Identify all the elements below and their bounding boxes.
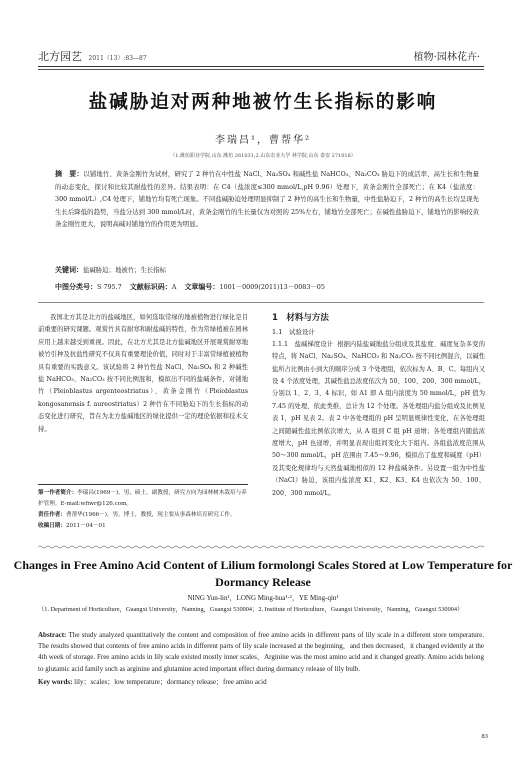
section-label: 植物·园林花卉· [413, 52, 480, 63]
english-keywords-text: lily；scales；low temperature；dormancy release；free amino acid [74, 678, 267, 686]
article-affiliation: （1.潍坊职业学院,山东 潍坊 261031;2.山东农业大学 林学院,山东 泰安 271018） [170, 153, 356, 159]
header-rule-thick [38, 66, 484, 67]
english-keywords [38, 677, 484, 687]
english-abstract-label: Abstract: [38, 631, 67, 639]
abstract-label: 摘 要： [55, 169, 84, 178]
clc-label: 中图分类号： [55, 282, 97, 291]
journal-header [38, 48, 147, 64]
introduction-text: 我国北方其是北方的盐碱地区，如何选取常绿的地被植物进行绿化是目前重要的研究课题。观赏竹具有耐寒和耐盐碱的特性，作为常绿植被在园林应用上越来越受到重视。因此，在北方尤其是北方盐碱地区开展观赏耐寒地被竹引种及抗盐性研究不仅具有重要理论价值，同时对于丰富常绿植被植物具有重要的实践意义。该试验将 2 种竹性盐 NaCl、Na₂SO₄ 和 2 种碱性盐 NaHCO₃、Na₂CO₃ 按不同比例混和，模拟出不同的盐碱条件，对铺地竹（Pleioblastus argenteostriatus）、黄条金刚竹（Pleioblastus kongosanensis f. aureostriatus）2 种竹在不同胁迫下的生长指标的动态变化进行研究，旨在为北方盐碱地区的绿化提供一定的理论依据和技术支持。 [38, 314, 248, 433]
methods-section [272, 312, 485, 500]
english-keywords-label: Key words: [38, 678, 73, 686]
wavy-separator [38, 545, 484, 549]
doc-value: A [171, 283, 177, 291]
english-affiliation: （1. Department of Horticulture，Guangxi University，Nanning，Guangxi 530004；2. Institute of Horticulture，Guangxi University，Nanning，Guangxi 530004） [38, 606, 464, 613]
methods-paragraph [272, 339, 485, 500]
english-abstract [38, 630, 484, 675]
keywords-cn [55, 265, 479, 275]
article-title: 盐碱胁迫对两种地被竹生长指标的影响 [88, 92, 438, 113]
keywords-text: 盐碱胁迫；地被竹；生长指标 [83, 266, 167, 274]
doc-label: 文献标识码： [129, 282, 172, 291]
abstract-cn [55, 168, 479, 231]
footnotes [38, 488, 248, 532]
journal-issue: 2011（13）:83—87 [88, 55, 147, 62]
methods-subheading: 1.1 试验设计 [272, 328, 315, 337]
footnote-received: 收稿日期：2011－04－01 [38, 523, 106, 529]
page-number: 83 [481, 733, 488, 740]
methods-subsubheading: 1.1.1 盐碱梯度设计 [272, 340, 334, 348]
article-authors: 李瑞昌¹，曹帮华² [214, 135, 312, 146]
abstract-text: 以铺地竹、黄条金刚竹为试材，研究了 2 种竹在中性盐 NaCl、Na₂SO₄ 和碱性盐 NaHCO₃、Na₂CO₃ 胁迫下的成活率、高生长和生物量的动态变化，探讨和比较其耐盐性的差异。结果表明：在 C4（盐浓度≤300 mmol/L,pH 9.96）处理下，黄条金刚竹全部死亡；在 K4（盐浓度：300 mmol/L）,C4 处理下，铺地竹均有死亡现象。不同盐碱胁迫处理明显抑制了 2 种竹的高生长和生物量，中性盐胁迫下，2 种竹的高生长均呈现先生长后降低的趋势，当盐分达到 300 mmol/L时，黄条金刚竹的生长量仅为对照的 25%左右，铺地竹全部死亡；在碱性盐胁迫下，铺地竹的影响较黄条金刚竹更大，说明高碱对铺地竹的作用更为明显。 [55, 170, 479, 229]
header-rule-thin [38, 69, 484, 70]
english-authors: NING Yun-lin¹，LONG Ming-hua¹·²，YE Ming-qin¹ [187, 594, 339, 602]
methods-heading: 1 材料与方法 [272, 313, 329, 323]
english-title: Changes in Free Amino Acid Content of Lilium formolongi Scales Stored at Low Temperature for Dormancy Release [13, 558, 513, 589]
article-id-label: 文章编号： [184, 282, 220, 291]
footnote-author: 第一作者简介：李瑞昌(1969－)，男，硕士，副教授，研究方向为园林树木栽培与养护管理。E-mail:wfiwr@126.com。 [38, 490, 247, 507]
footnote-rule [38, 484, 248, 485]
classification-line [55, 282, 479, 292]
footnote-corresponding: 责任作者：曹帮华(1966－)，男，博士，教授，现主要从事森林培育研究工作。 [38, 512, 236, 518]
keywords-label: 关键词： [55, 265, 83, 274]
methods-text: 根据内陆盐碱地盐分组成及其盐度、碱度复杂多变的特点，将 NaCl、Na₂SO₄、NaHCO₃ 和 Na₂CO₃ 按不同比例混合，以碱性盐所占比例由小到大的顺序分成 3 个处理组，依次标为 A、B、C。每组内又设 4 个浓度处理，其碱性盐总浓度依次为 50、100、200、300 mmol/L，分别以 1、2、3、4 标识，如 A1 即 A 组内浓度为 50 mmol/L，pH 值为 7.45 的处理，依此类推，总计为 12 个处理。各处理组内盐分组成及比例见表 1，pH 见表 2。表 2 中各处理组的 pH 呈明显规律性变化，在各处理组之间随碱性盐比例依次增大，从 A 组到 C 组 pH 递增；各处理组内随盐浓度增大，pH 也递增，并明显表现出组间变化大于组内。各组盐浓度范围从 50～300 mmol/L，pH 范围由 7.45～9.96，模拟出了盐度和碱度（pH）及其变化规律均与天然盐碱地相似的 12 种盐碱条件。另设置一组为中性盐（NaCl）胁迫，该组内盐浓度 K1、K2、K3、K4 也依次为 50、100、200、300 mmol/L。 [272, 340, 485, 497]
english-abstract-text: The study analyzed quantitatively the content and composition of free amino acids in different parts of lily scale in a different store temperature. The results showed that contents of free amino acids in different parts of lily scale increased at the beginning，and then decreased，it changed evidently at the 4th week of storage. Free amino acids in lily scale existed mostly inner scales，Arginine was the most amino acid and it changed greatly. Amino acids belong to glutamic acid family such as arginine and glutamine acted important effect during dormancy release of lily bulb. [38, 631, 484, 673]
journal-name: 北方园艺 [38, 50, 82, 63]
abstract-separator [38, 302, 484, 303]
clc-value: S 795.7 [97, 283, 122, 291]
article-id-value: 1001－0009(2011)13－0083－05 [219, 283, 325, 291]
